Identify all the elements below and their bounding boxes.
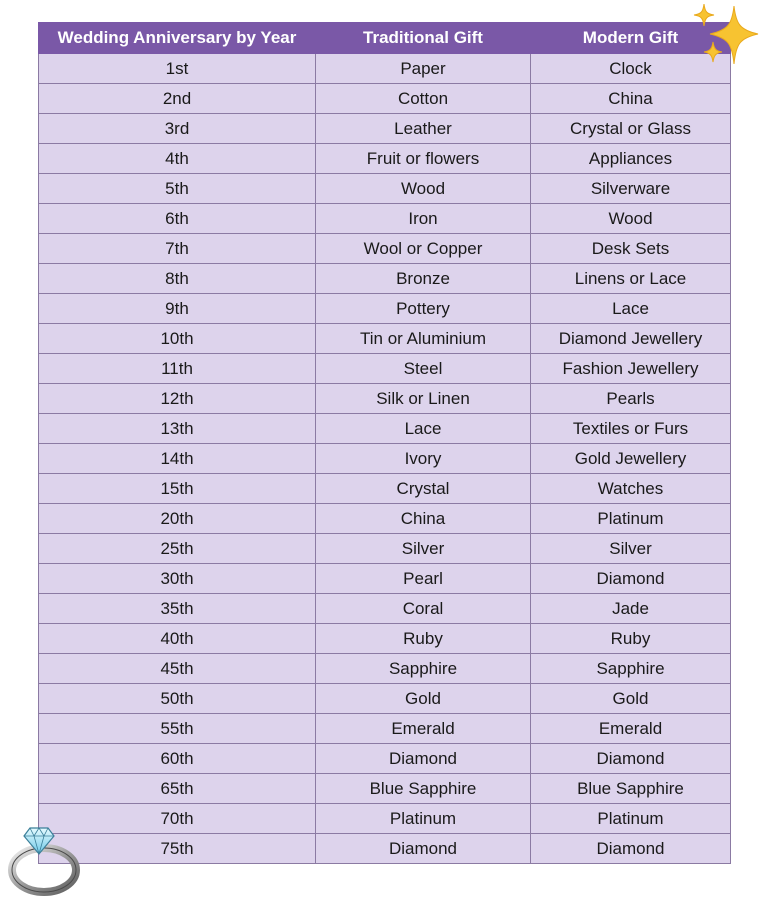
table-header-row xyxy=(39,23,731,54)
cell-modern-gift: Textiles or Furs xyxy=(531,414,731,444)
cell-year: 60th xyxy=(39,744,316,774)
cell-modern-gift: Clock xyxy=(531,54,731,84)
table-row xyxy=(39,504,731,534)
cell-modern-gift: Lace xyxy=(531,294,731,324)
cell-traditional-gift: Pottery xyxy=(316,294,531,324)
cell-modern-gift: Gold Jewellery xyxy=(531,444,731,474)
cell-year: 13th xyxy=(39,414,316,444)
table-row xyxy=(39,144,731,174)
header-modern-gift: Modern Gift xyxy=(531,23,731,54)
cell-year: 30th xyxy=(39,564,316,594)
table-row xyxy=(39,624,731,654)
cell-year: 10th xyxy=(39,324,316,354)
table-row xyxy=(39,204,731,234)
cell-traditional-gift: Blue Sapphire xyxy=(316,774,531,804)
cell-year: 2nd xyxy=(39,84,316,114)
cell-modern-gift: Ruby xyxy=(531,624,731,654)
table-row xyxy=(39,654,731,684)
table-row xyxy=(39,564,731,594)
cell-modern-gift: Watches xyxy=(531,474,731,504)
table-row xyxy=(39,84,731,114)
table-row xyxy=(39,714,731,744)
cell-traditional-gift: Cotton xyxy=(316,84,531,114)
cell-year: 4th xyxy=(39,144,316,174)
cell-traditional-gift: Iron xyxy=(316,204,531,234)
cell-year: 20th xyxy=(39,504,316,534)
table-row xyxy=(39,384,731,414)
cell-year: 7th xyxy=(39,234,316,264)
cell-traditional-gift: Silk or Linen xyxy=(316,384,531,414)
cell-modern-gift: Platinum xyxy=(531,804,731,834)
table-row xyxy=(39,324,731,354)
cell-modern-gift: Silver xyxy=(531,534,731,564)
table-row xyxy=(39,474,731,504)
cell-modern-gift: Sapphire xyxy=(531,654,731,684)
cell-year: 14th xyxy=(39,444,316,474)
table-row xyxy=(39,294,731,324)
cell-modern-gift: Wood xyxy=(531,204,731,234)
table-row xyxy=(39,264,731,294)
cell-year: 3rd xyxy=(39,114,316,144)
header-year: Wedding Anniversary by Year xyxy=(39,23,316,54)
cell-traditional-gift: Paper xyxy=(316,54,531,84)
cell-modern-gift: Silverware xyxy=(531,174,731,204)
cell-year: 65th xyxy=(39,774,316,804)
cell-year: 75th xyxy=(39,834,316,864)
table-row xyxy=(39,774,731,804)
table-row xyxy=(39,174,731,204)
cell-traditional-gift: Emerald xyxy=(316,714,531,744)
cell-modern-gift: Gold xyxy=(531,684,731,714)
cell-traditional-gift: Sapphire xyxy=(316,654,531,684)
cell-modern-gift: Diamond xyxy=(531,834,731,864)
cell-traditional-gift: Gold xyxy=(316,684,531,714)
cell-traditional-gift: Diamond xyxy=(316,744,531,774)
table-body xyxy=(39,54,731,864)
table-row xyxy=(39,804,731,834)
cell-modern-gift: Emerald xyxy=(531,714,731,744)
cell-traditional-gift: Coral xyxy=(316,594,531,624)
cell-modern-gift: Appliances xyxy=(531,144,731,174)
cell-traditional-gift: Fruit or flowers xyxy=(316,144,531,174)
cell-year: 70th xyxy=(39,804,316,834)
table-row xyxy=(39,234,731,264)
cell-traditional-gift: Silver xyxy=(316,534,531,564)
cell-year: 50th xyxy=(39,684,316,714)
cell-year: 5th xyxy=(39,174,316,204)
cell-traditional-gift: Steel xyxy=(316,354,531,384)
table-row xyxy=(39,744,731,774)
cell-traditional-gift: Pearl xyxy=(316,564,531,594)
cell-year: 11th xyxy=(39,354,316,384)
cell-traditional-gift: China xyxy=(316,504,531,534)
cell-modern-gift: Diamond xyxy=(531,744,731,774)
cell-year: 25th xyxy=(39,534,316,564)
table-row xyxy=(39,444,731,474)
table-row xyxy=(39,114,731,144)
cell-year: 6th xyxy=(39,204,316,234)
cell-traditional-gift: Crystal xyxy=(316,474,531,504)
cell-year: 55th xyxy=(39,714,316,744)
table-row xyxy=(39,834,731,864)
table-row xyxy=(39,594,731,624)
cell-year: 40th xyxy=(39,624,316,654)
cell-modern-gift: Jade xyxy=(531,594,731,624)
table-row xyxy=(39,684,731,714)
sparkles-icon xyxy=(688,2,764,72)
cell-modern-gift: Diamond xyxy=(531,564,731,594)
table-row xyxy=(39,54,731,84)
table-row xyxy=(39,534,731,564)
diamond-ring-icon xyxy=(4,820,82,898)
cell-year: 12th xyxy=(39,384,316,414)
cell-traditional-gift: Wood xyxy=(316,174,531,204)
cell-modern-gift: Blue Sapphire xyxy=(531,774,731,804)
cell-traditional-gift: Diamond xyxy=(316,834,531,864)
table-row xyxy=(39,414,731,444)
cell-traditional-gift: Ruby xyxy=(316,624,531,654)
cell-traditional-gift: Lace xyxy=(316,414,531,444)
cell-traditional-gift: Bronze xyxy=(316,264,531,294)
table-row xyxy=(39,354,731,384)
cell-modern-gift: Diamond Jewellery xyxy=(531,324,731,354)
cell-modern-gift: Platinum xyxy=(531,504,731,534)
cell-year: 9th xyxy=(39,294,316,324)
cell-year: 1st xyxy=(39,54,316,84)
cell-traditional-gift: Leather xyxy=(316,114,531,144)
header-traditional-gift: Traditional Gift xyxy=(316,23,531,54)
cell-traditional-gift: Wool or Copper xyxy=(316,234,531,264)
cell-year: 15th xyxy=(39,474,316,504)
cell-modern-gift: Fashion Jewellery xyxy=(531,354,731,384)
anniversary-table-container xyxy=(38,22,730,864)
cell-year: 8th xyxy=(39,264,316,294)
anniversary-gift-table xyxy=(38,22,731,864)
cell-modern-gift: Desk Sets xyxy=(531,234,731,264)
cell-modern-gift: Pearls xyxy=(531,384,731,414)
cell-year: 35th xyxy=(39,594,316,624)
cell-modern-gift: China xyxy=(531,84,731,114)
cell-traditional-gift: Tin or Aluminium xyxy=(316,324,531,354)
cell-year: 45th xyxy=(39,654,316,684)
cell-traditional-gift: Platinum xyxy=(316,804,531,834)
cell-traditional-gift: Ivory xyxy=(316,444,531,474)
cell-modern-gift: Crystal or Glass xyxy=(531,114,731,144)
cell-modern-gift: Linens or Lace xyxy=(531,264,731,294)
